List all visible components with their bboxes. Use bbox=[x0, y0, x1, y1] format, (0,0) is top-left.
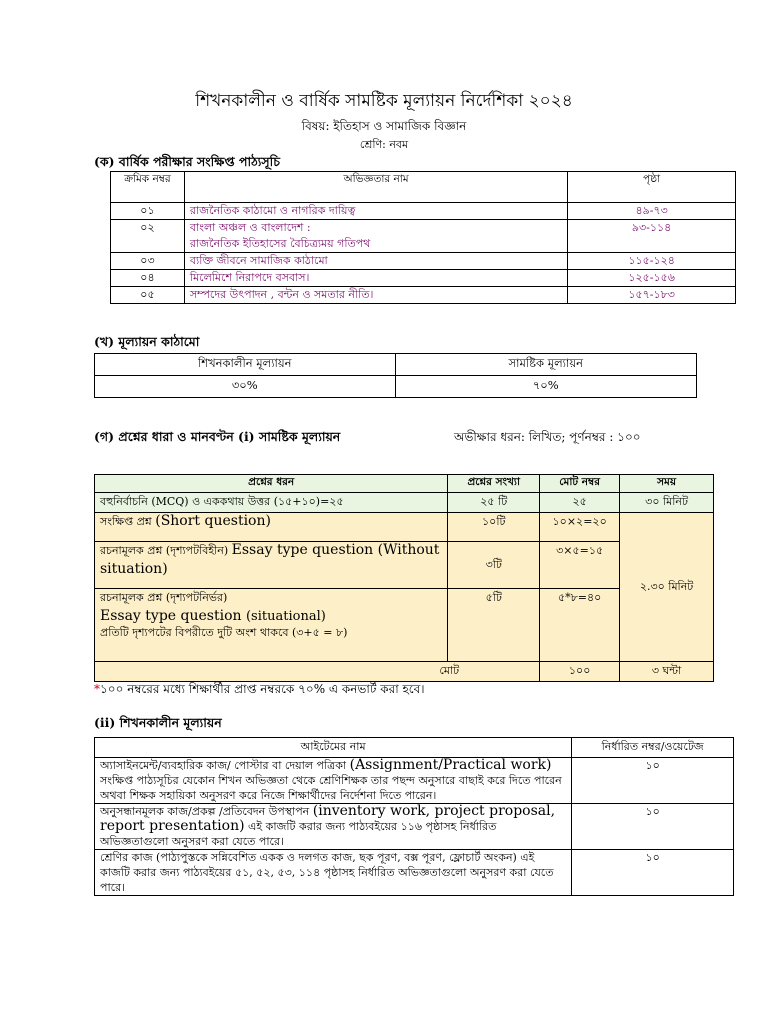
question-type: বহুনির্বাচনি (MCQ) ও এককথায় উত্তর (১৫+১০)=২৫ bbox=[95, 493, 448, 513]
formative-heading: (ii) শিখনকালীন মূল্যায়ন bbox=[94, 715, 222, 730]
table-row bbox=[111, 287, 736, 304]
column-header: অভিজ্ঞতার নাম bbox=[184, 172, 567, 203]
note-asterisk: * bbox=[94, 682, 100, 696]
note-text: ১০০ নম্বরের মধ্যে শিক্ষার্থীর প্রাপ্ত নম্বরকে ৭০% এ কনভার্ট করা হবে। bbox=[100, 682, 425, 696]
syllabus-heading: (ক) বার্ষিক পরীক্ষার সংক্ষিপ্ত পাঠ্যসূচি bbox=[94, 154, 280, 169]
experience-name-line2: রাজনৈতিক ইতিহাসের বৈচিত্র্যময় গতিপথ bbox=[189, 237, 371, 250]
column-header: আইটেমের নাম bbox=[95, 738, 572, 758]
formative-items-table bbox=[94, 737, 734, 896]
table-row bbox=[95, 850, 734, 896]
question-type-en: (Short question) bbox=[155, 513, 271, 529]
total-marks: ১০×২=২০ bbox=[540, 513, 620, 542]
subject-line: বিষয়: ইতিহাস ও সামাজিক বিজ্ঞান bbox=[301, 119, 467, 133]
item-description: শ্রেণির কাজ (পাঠ্যপুস্তকে সন্নিবেশিত একক ও দলগত কাজ, ছক পূরণ, বক্স পূরণ, ফ্লোচার্ট অংকন) এই কাজটি করার জন্য পাঠ্যবইয়ের ৫১, ৫২, ৫৩, ১১৪ পৃষ্ঠাসহ নির্ধারিত অভিজ্ঞতাগুলো অনুসরণ করা যেতে পারে। bbox=[95, 850, 572, 896]
question-type bbox=[95, 542, 448, 589]
table-row bbox=[111, 203, 736, 220]
row-number: ০৫ bbox=[111, 287, 185, 304]
page-range: ১২৫-১৫৬ bbox=[568, 270, 736, 287]
item-description: অ্যাসাইনমেন্ট/ব্যবহারিক কাজ/ পোস্টার বা দেয়াল পত্রিকা (Assignment/Practical work) সংক্ষিপ্ত পাঠ্যসূচির যেকোন শিখন অভিজ্ঞতা থেকে শ্রেণিশিক্ষক তার পছন্দ অনুসারে বাছাই করে দিতে পারেন অথবা শিক্ষক সহায়িকা অনুসরণ করে নিজে শিক্ষার্থীদের নির্দেশনা দিতে পারেন। bbox=[95, 758, 572, 804]
total-marks: ৩×৫=১৫ bbox=[540, 542, 620, 589]
table-header-row bbox=[95, 354, 697, 376]
table-header-row bbox=[95, 475, 714, 493]
experience-name: ব্যক্তি জীবনে সামাজিক কাঠামো bbox=[184, 253, 567, 270]
class-line: শ্রেণি: নবম bbox=[359, 138, 409, 151]
table-row bbox=[111, 253, 736, 270]
page-range: ৪৯-৭৩ bbox=[568, 203, 736, 220]
table-row bbox=[95, 758, 734, 804]
total-time: ৩ ঘন্টা bbox=[620, 662, 714, 682]
column-header: শিখনকালীন মূল্যায়ন bbox=[95, 354, 396, 376]
table-row bbox=[111, 220, 736, 253]
table-row bbox=[95, 376, 697, 398]
experience-name bbox=[184, 220, 567, 253]
table-row bbox=[95, 804, 734, 850]
conversion-note bbox=[94, 681, 425, 701]
row-number: ০২ bbox=[111, 220, 185, 253]
column-header: পৃষ্ঠা bbox=[568, 172, 736, 203]
table-header-row bbox=[95, 738, 734, 758]
table-row bbox=[111, 270, 736, 287]
experience-name: রাজনৈতিক কাঠামো ও নাগরিক দায়িত্ব bbox=[184, 203, 567, 220]
experience-name: সম্পদের উৎপাদন , বন্টন ও সমতার নীতি। bbox=[184, 287, 567, 304]
row-number: ০৩ bbox=[111, 253, 185, 270]
item-description: অনুসন্ধানমূলক কাজ/প্রকল্প /প্রতিবেদন উপস্থাপন (inventory work, project proposal, report presentation) এই কাজটি করার জন্য পাঠ্যবইয়ের ১১৬ পৃষ্ঠাসহ নির্ধারিত অভিজ্ঞতাগুলো অনুসরণ করা যেতে পারে। bbox=[95, 804, 572, 850]
summative-weight: ৭০% bbox=[395, 376, 696, 398]
page-range: ৯৩-১১৪ bbox=[568, 220, 736, 253]
experience-name-line1: বাংলা অঞ্চল ও বাংলাদেশ : bbox=[189, 221, 311, 234]
total-marks: ৫*৮=৪০ bbox=[540, 589, 620, 662]
column-header: প্রশ্নের ধরন bbox=[95, 475, 448, 493]
question-count: ৩টি bbox=[448, 542, 540, 589]
question-note: প্রতিটি দৃশ্যপটের বিপরীতে দুটি অংশ থাকবে (৩+৫ = ৮) bbox=[100, 626, 348, 639]
row-number: ০১ bbox=[111, 203, 185, 220]
item-marks: ১০ bbox=[572, 804, 734, 850]
table-header-row bbox=[111, 172, 736, 203]
question-type-en: Essay type question (Without situation) bbox=[100, 542, 440, 577]
question-type-bn: রচনামূলক প্রশ্ন (দৃশ্যপটনির্ভর) bbox=[100, 591, 228, 604]
formative-weight: ৩০% bbox=[95, 376, 396, 398]
table-row bbox=[95, 513, 714, 542]
page-range: ১১৫-১২৪ bbox=[568, 253, 736, 270]
exam-meta: অভীক্ষার ধরন: লিখিত; পূর্ণনম্বর : ১০০ bbox=[454, 430, 641, 444]
document-title: শিখনকালীন ও বার্ষিক সামষ্টিক মূল্যায়ন নির্দেশিকা ২০২৪ bbox=[195, 91, 573, 111]
item-marks: ১০ bbox=[572, 850, 734, 896]
question-count: ২৫ টি bbox=[448, 493, 540, 513]
row-number: ০৪ bbox=[111, 270, 185, 287]
total-marks: ২৫ bbox=[540, 493, 620, 513]
question-count: ১০টি bbox=[448, 513, 540, 542]
experience-name: মিলেমিশে নিরাপদে বসবাস। bbox=[184, 270, 567, 287]
question-pattern-heading: (গ) প্রশ্নের ধারা ও মানবণ্টন (i) সামষ্টিক মূল্যায়ন bbox=[94, 429, 341, 444]
question-distribution-table bbox=[94, 474, 714, 682]
column-header: নির্ধারিত নম্বর/ওয়েটেজ bbox=[572, 738, 734, 758]
question-type bbox=[95, 589, 448, 662]
question-type bbox=[95, 513, 448, 542]
column-header: সময় bbox=[620, 475, 714, 493]
question-type-bn: সংক্ষিপ্ত প্রশ্ন bbox=[100, 515, 156, 528]
total-label: মোট bbox=[95, 662, 540, 682]
duration: ৩০ মিনিট bbox=[620, 493, 714, 513]
page-range: ১৫৭-১৮৩ bbox=[568, 287, 736, 304]
column-header: মোট নম্বর bbox=[540, 475, 620, 493]
combined-duration: ২.৩০ মিনিট bbox=[620, 513, 714, 662]
total-row bbox=[95, 662, 714, 682]
table-row bbox=[95, 493, 714, 513]
total-marks: ১০০ bbox=[540, 662, 620, 682]
assessment-structure-heading: (খ) মূল্যায়ন কাঠামো bbox=[94, 334, 200, 349]
question-type-bn: রচনামূলক প্রশ্ন (দৃশ্যপটবিহীন) bbox=[100, 544, 232, 557]
column-header: সামষ্টিক মূল্যায়ন bbox=[395, 354, 696, 376]
question-type-en: Essay type question (situational) bbox=[100, 608, 326, 624]
column-header: প্রশ্নের সংখ্যা bbox=[448, 475, 540, 493]
syllabus-table bbox=[110, 171, 736, 304]
question-count: ৫টি bbox=[448, 589, 540, 662]
assessment-weight-table bbox=[94, 353, 697, 398]
column-header: ক্রমিক নম্বর bbox=[111, 172, 185, 203]
item-marks: ১০ bbox=[572, 758, 734, 804]
